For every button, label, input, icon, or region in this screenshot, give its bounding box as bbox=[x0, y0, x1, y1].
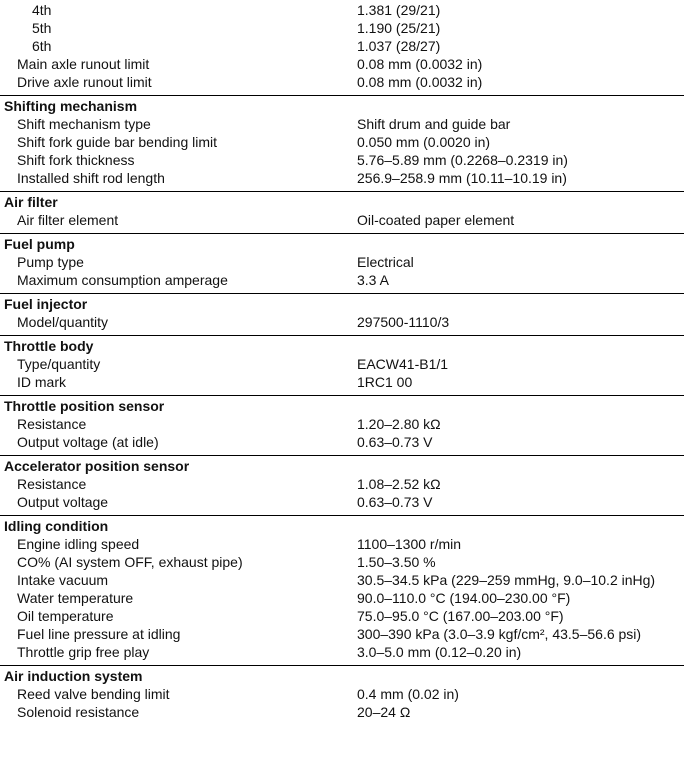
spec-row bbox=[0, 373, 684, 391]
spec-value: 75.0–95.0 °C (167.00–203.00 °F) bbox=[357, 608, 564, 624]
spec-value: 1.20–2.80 kΩ bbox=[357, 416, 441, 432]
spec-value: 0.4 mm (0.02 in) bbox=[357, 686, 459, 702]
spec-value: 20–24 Ω bbox=[357, 704, 411, 720]
spec-label: Model/quantity bbox=[17, 314, 109, 330]
spec-label: CO% (AI system OFF, exhaust pipe) bbox=[17, 554, 243, 570]
spec-value: 300–390 kPa (3.0–3.9 kgf/cm², 43.5–56.6 psi) bbox=[357, 626, 642, 642]
spec-label: Main axle runout limit bbox=[17, 56, 150, 72]
spec-label: Air filter element bbox=[17, 212, 119, 228]
section-title: Fuel pump bbox=[4, 236, 75, 252]
section-throttle-position-sensor bbox=[0, 395, 684, 455]
section-title: Air induction system bbox=[4, 668, 143, 684]
spec-label: 6th bbox=[32, 38, 52, 54]
section-accelerator-position-sensor bbox=[0, 455, 684, 515]
spec-row bbox=[0, 151, 684, 169]
spec-label: Resistance bbox=[17, 416, 87, 432]
spec-row bbox=[0, 625, 684, 643]
spec-value: 256.9–258.9 mm (10.11–10.19 in) bbox=[357, 170, 567, 186]
spec-label: Shift mechanism type bbox=[17, 116, 151, 132]
spec-row bbox=[0, 253, 684, 271]
section-title: Throttle body bbox=[4, 338, 94, 354]
section-fuel-pump bbox=[0, 233, 684, 293]
spec-value: 0.63–0.73 V bbox=[357, 434, 433, 450]
spec-row bbox=[0, 685, 684, 703]
spec-label: Output voltage (at idle) bbox=[17, 434, 159, 450]
spec-label: Drive axle runout limit bbox=[17, 74, 152, 90]
spec-row bbox=[0, 73, 684, 91]
spec-value: EACW41-B1/1 bbox=[357, 356, 449, 372]
spec-value: 297500-1110/3 bbox=[357, 314, 450, 330]
spec-row bbox=[0, 271, 684, 289]
spec-label: Oil temperature bbox=[17, 608, 114, 624]
spec-row bbox=[0, 703, 684, 721]
spec-value: 1100–1300 r/min bbox=[357, 536, 462, 552]
spec-row bbox=[0, 115, 684, 133]
spec-row bbox=[0, 169, 684, 187]
spec-value: 5.76–5.89 mm (0.2268–0.2319 in) bbox=[357, 152, 568, 168]
spec-label: Shift fork thickness bbox=[17, 152, 135, 168]
section-title: Idling condition bbox=[4, 518, 109, 534]
section-air-filter bbox=[0, 191, 684, 233]
spec-row bbox=[0, 535, 684, 553]
section-fuel-injector bbox=[0, 293, 684, 335]
spec-row bbox=[0, 1, 684, 19]
spec-value: Electrical bbox=[357, 254, 414, 270]
section-gear-ratios-continued bbox=[0, 0, 684, 95]
spec-value: 0.050 mm (0.0020 in) bbox=[357, 134, 491, 150]
spec-row bbox=[0, 643, 684, 661]
section-title: Air filter bbox=[4, 194, 58, 210]
spec-row bbox=[0, 37, 684, 55]
spec-row bbox=[0, 211, 684, 229]
spec-label: Resistance bbox=[17, 476, 87, 492]
spec-row bbox=[0, 355, 684, 373]
section-air-induction-system bbox=[0, 665, 684, 725]
spec-value: 1.190 (25/21) bbox=[357, 20, 441, 36]
spec-row bbox=[0, 571, 684, 589]
section-title: Fuel injector bbox=[4, 296, 88, 312]
section-shifting-mechanism bbox=[0, 95, 684, 191]
spec-label: Pump type bbox=[17, 254, 84, 270]
spec-label: Throttle grip free play bbox=[17, 644, 150, 660]
spec-row bbox=[0, 415, 684, 433]
spec-value: 3.0–5.0 mm (0.12–0.20 in) bbox=[357, 644, 522, 660]
spec-value: 1.08–2.52 kΩ bbox=[357, 476, 441, 492]
spec-value: Oil-coated paper element bbox=[357, 212, 515, 228]
spec-label: Installed shift rod length bbox=[17, 170, 165, 186]
spec-value: 0.08 mm (0.0032 in) bbox=[357, 74, 483, 90]
spec-row bbox=[0, 313, 684, 331]
spec-value: 1.381 (29/21) bbox=[357, 2, 441, 18]
spec-label: Shift fork guide bar bending limit bbox=[17, 134, 217, 150]
spec-value: 1.037 (28/27) bbox=[357, 38, 441, 54]
spec-value: 90.0–110.0 °C (194.00–230.00 °F) bbox=[357, 590, 571, 606]
spec-label: Type/quantity bbox=[17, 356, 101, 372]
spec-label: Water temperature bbox=[17, 590, 134, 606]
spec-label: Output voltage bbox=[17, 494, 109, 510]
spec-row bbox=[0, 133, 684, 151]
spec-label: Intake vacuum bbox=[17, 572, 109, 588]
spec-value: 3.3 A bbox=[357, 272, 389, 288]
spec-row bbox=[0, 607, 684, 625]
spec-row bbox=[0, 433, 684, 451]
section-idling-condition bbox=[0, 515, 684, 665]
spec-value: 0.63–0.73 V bbox=[357, 494, 433, 510]
section-title: Accelerator position sensor bbox=[4, 458, 190, 474]
spec-label: Engine idling speed bbox=[17, 536, 140, 552]
spec-label: Maximum consumption amperage bbox=[17, 272, 228, 288]
spec-label: ID mark bbox=[17, 374, 66, 390]
spec-row bbox=[0, 589, 684, 607]
spec-row bbox=[0, 493, 684, 511]
spec-row bbox=[0, 19, 684, 37]
spec-row bbox=[0, 553, 684, 571]
spec-label: 5th bbox=[32, 20, 52, 36]
spec-label: 4th bbox=[32, 2, 52, 18]
spec-value: 1.50–3.50 % bbox=[357, 554, 436, 570]
spec-row bbox=[0, 55, 684, 73]
spec-label: Solenoid resistance bbox=[17, 704, 140, 720]
section-title: Shifting mechanism bbox=[4, 98, 138, 114]
spec-row bbox=[0, 475, 684, 493]
section-throttle-body bbox=[0, 335, 684, 395]
spec-label: Fuel line pressure at idling bbox=[17, 626, 181, 642]
section-title: Throttle position sensor bbox=[4, 398, 165, 414]
spec-label: Reed valve bending limit bbox=[17, 686, 170, 702]
spec-value: 1RC1 00 bbox=[357, 374, 413, 390]
spec-value: 0.08 mm (0.0032 in) bbox=[357, 56, 483, 72]
spec-value: Shift drum and guide bar bbox=[357, 116, 511, 132]
spec-value: 30.5–34.5 kPa (229–259 mmHg, 9.0–10.2 inHg) bbox=[357, 572, 656, 588]
